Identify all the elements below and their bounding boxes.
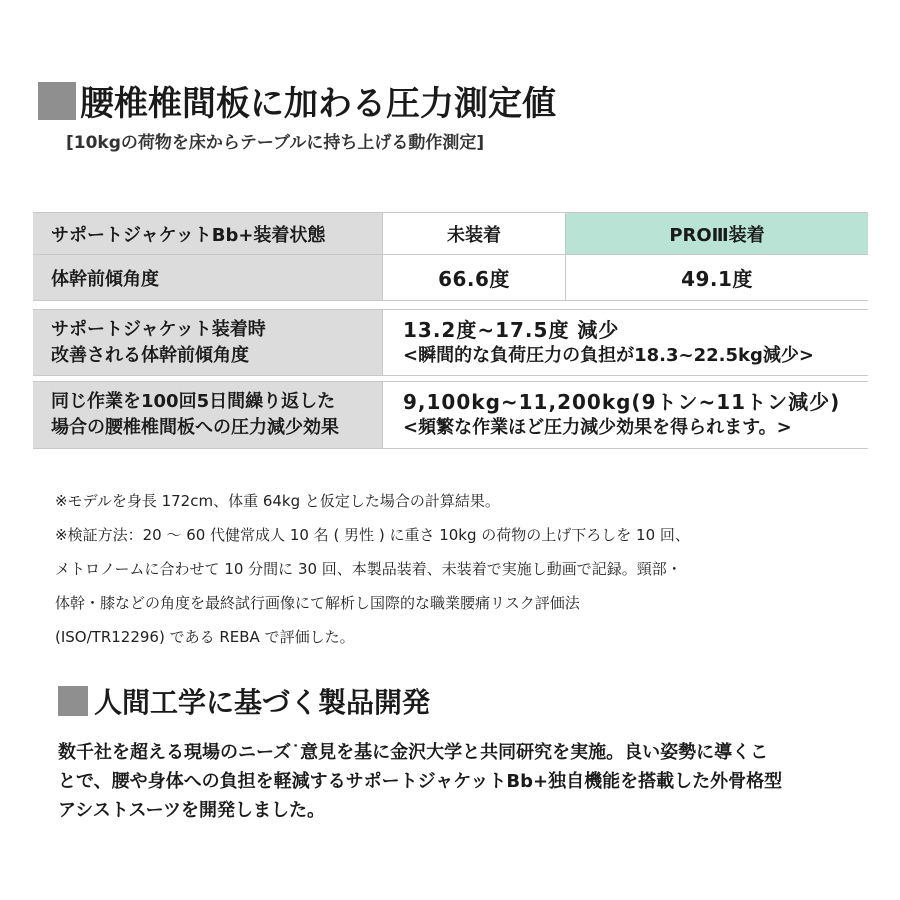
improved-angle-row (33, 309, 868, 376)
angle-value-with: 49.1度 (566, 255, 868, 300)
section-subtitle: [10kgの荷物を床からテーブルに持ち上げる動作測定] (66, 133, 485, 153)
pressure-reduction-value-line1: 9,100kg~11,200kg(9トン~11トン減少) (403, 390, 841, 414)
body-line: アシストスーツを開発しました。 (58, 800, 325, 821)
body-line: 数千社を超える現場のニーズ˙意見を基に金沢大学と共同研究を実施。良い姿勢に導くこ (58, 742, 769, 763)
improved-angle-label-line2: 改善される体幹前傾角度 (51, 344, 249, 366)
improved-angle-label-line1: サポートジャケット装着時 (51, 318, 266, 340)
heading-square-icon (38, 82, 76, 120)
body-line: とで、腰や身体への負担を軽減するサポートジャケットBb+独自機能を搭載した外骨格型 (58, 771, 783, 792)
footnote-line: メトロノームに合わせて 10 分間に 30 回、本製品装着、未装着で実施し動画で記録。頸部・ (55, 560, 682, 578)
section-heading-pressure (38, 76, 556, 125)
comparison-table (33, 212, 868, 301)
state-label: サポートジャケットBb+装着状態 (33, 213, 383, 255)
section-title: 腰椎椎間板に加わる圧力測定値 (80, 84, 556, 124)
pressure-reduction-label-line2: 場合の腰椎椎間板への圧力減少効果 (51, 417, 339, 438)
section-heading-ergonomics (58, 681, 430, 721)
footnote-line: 体幹・膝などの角度を最終試行画像にて解析し国際的な職業腰痛リスク評価法 (55, 594, 580, 612)
table-header-row (33, 213, 868, 255)
improved-angle-value (383, 310, 868, 375)
pressure-reduction-label (33, 382, 383, 448)
angle-label: 体幹前傾角度 (33, 255, 383, 300)
angle-value-without: 66.6度 (383, 255, 566, 300)
pressure-reduction-label-line1: 同じ作業を100回5日間繰り返した (51, 391, 336, 412)
footnote-line: (ISO/TR12296) である REBA で評価した。 (55, 628, 355, 646)
pressure-reduction-value (383, 382, 868, 448)
improved-angle-value-line1: 13.2度~17.5度 減少 (403, 317, 620, 342)
column-header-without: 未装着 (383, 213, 566, 255)
section-body (58, 738, 858, 825)
footnote-line: ※モデルを身長 172cm、体重 64kg と仮定した場合の計算結果。 (55, 492, 500, 510)
table-row-angle (33, 255, 868, 300)
column-header-with: PROⅢ装着 (566, 213, 868, 255)
section-title: 人間工学に基づく製品開発 (94, 686, 431, 719)
pressure-reduction-row (33, 381, 868, 449)
improved-angle-label (33, 310, 383, 375)
pressure-reduction-value-line2: <頻繁な作業ほど圧力減少効果を得られます。> (403, 417, 792, 438)
footnotes (55, 484, 855, 654)
footnote-line: ※検証方法：20 ～ 60 代健常成人 10 名 ( 男性 ) に重さ 10kg の荷物の上げ下ろしを 10 回、 (55, 526, 690, 544)
heading-square-icon (58, 686, 88, 716)
improved-angle-value-line2: <瞬間的な負荷圧力の負担が18.3~22.5kg減少> (403, 344, 814, 366)
